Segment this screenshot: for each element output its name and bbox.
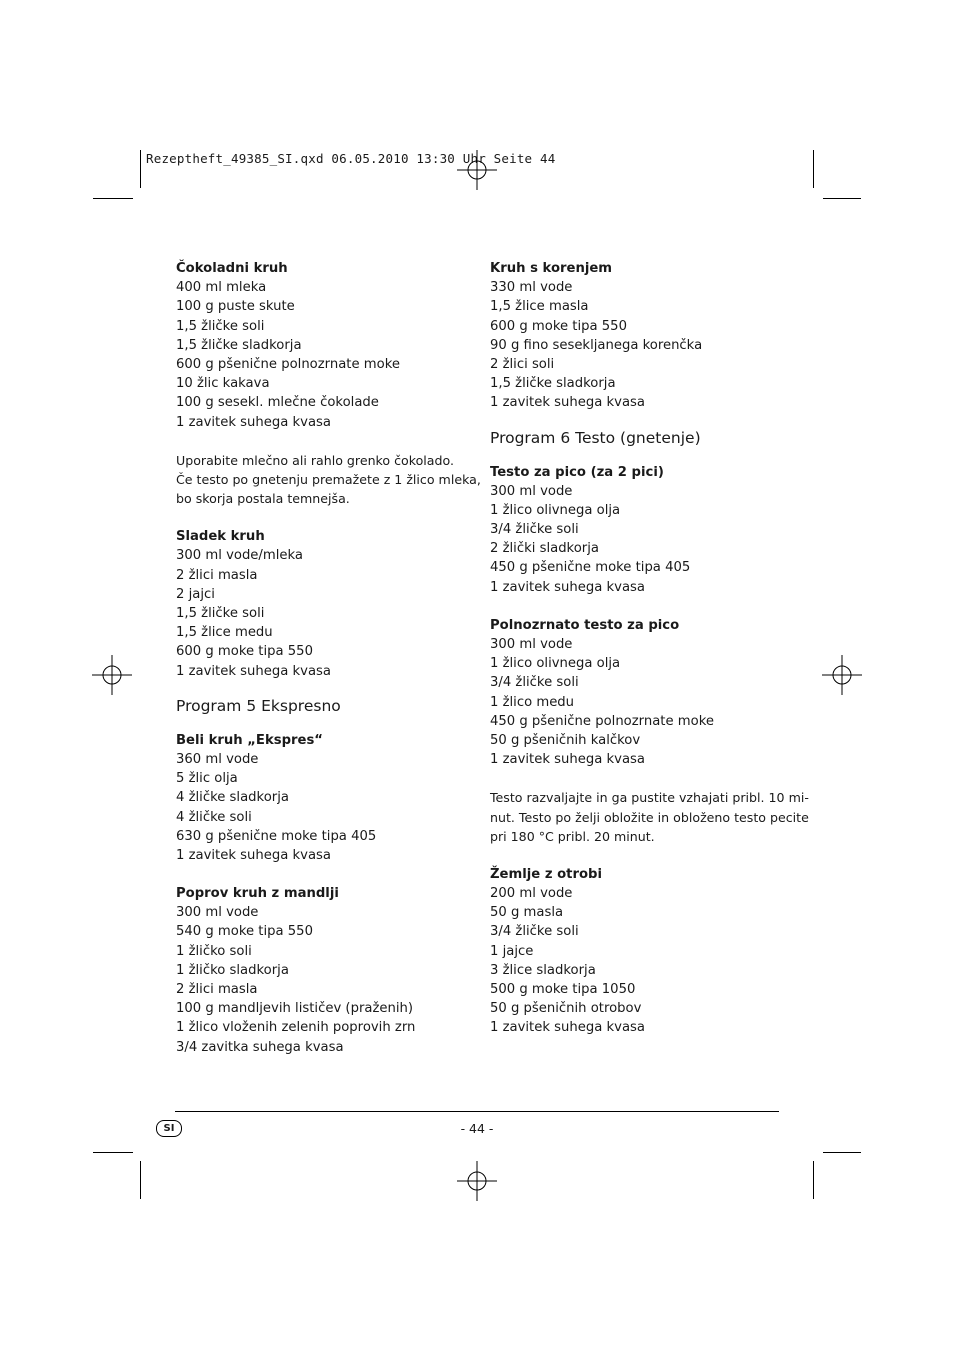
ingredient: 400 ml mleka <box>176 280 267 296</box>
ingredient: 50 g masla <box>490 905 564 921</box>
ingredient: 1 zavitek suhega kvasa <box>490 752 645 768</box>
note-line: Testo razvaljajte in ga pustite vzhajati pribl. 10 mi- <box>490 790 809 806</box>
ingredient: 3/4 zavitka suhega kvasa <box>176 1039 344 1055</box>
ingredient: 2 žlički sladkorja <box>490 541 599 557</box>
ingredient: 1,5 žličke sladkorja <box>176 337 302 353</box>
left-column <box>176 259 481 1057</box>
ingredient: 50 g pšeničnih otrobov <box>490 1001 642 1017</box>
crop-mark <box>823 1152 861 1153</box>
recipe-kruh-s-korenjem <box>490 259 790 413</box>
ingredient: 1 žlico olivnega olja <box>490 656 621 672</box>
ingredient: 300 ml vode <box>490 483 573 499</box>
ingredient: 90 g fino sesekljanega korenčka <box>490 337 703 353</box>
recipe-title: Kruh s korenjem <box>490 261 613 276</box>
ingredient: 1,5 žličke soli <box>176 318 265 334</box>
ingredient: 1 zavitek suhega kvasa <box>490 1020 645 1036</box>
registration-mark-icon <box>92 655 132 695</box>
registration-mark-icon <box>457 150 497 190</box>
ingredient: 3/4 žličke soli <box>490 675 579 691</box>
ingredient: 1 žličko soli <box>176 943 252 959</box>
note-line: Če testo po gnetenju premažete z 1 žlico mleka, <box>176 471 481 487</box>
note-line: bo skorja postala temnejša. <box>176 491 350 507</box>
ingredient: 1 žlico vloženih zelenih poprovih zrn <box>176 1020 416 1036</box>
recipe-poprov-kruh <box>176 884 466 1057</box>
recipe-title: Poprov kruh z mandlji <box>176 886 339 902</box>
crop-mark <box>813 150 814 188</box>
ingredient: 600 g moke tipa 550 <box>176 644 313 660</box>
ingredient: 1,5 žličke soli <box>176 606 265 621</box>
ingredient: 100 g mandljevih lističev (praženih) <box>176 1001 414 1017</box>
ingredient: 330 ml vode <box>490 280 573 296</box>
ingredient: 1 zavitek suhega kvasa <box>176 663 331 679</box>
ingredient: 3/4 žličke soli <box>490 924 579 940</box>
section-heading: Program 6 Testo (gnetenje) <box>490 428 701 447</box>
recipe-note <box>176 451 481 509</box>
ingredient: 1 zavitek suhega kvasa <box>490 395 645 411</box>
ingredient: 1,5 žličke sladkorja <box>490 376 616 392</box>
note-line: Uporabite mlečno ali rahlo grenko čokolado. <box>176 452 454 468</box>
ingredient: 300 ml vode <box>490 637 573 652</box>
ingredient: 1 žlico olivnega olja <box>490 502 621 518</box>
ingredient: 600 g pšenične polnozrnate moke <box>176 356 400 372</box>
ingredient: 540 g moke tipa 550 <box>176 924 313 940</box>
recipe-title: Polnozrnato testo za pico <box>490 617 680 633</box>
recipe-sladek-kruh <box>176 527 466 681</box>
ingredient: 200 ml vode <box>490 886 573 902</box>
ingredient: 1,5 žlice masla <box>490 299 589 315</box>
note-line: nut. Testo po želji obložite in obloženo testo pecite <box>490 809 809 825</box>
ingredient: 2 žlici soli <box>490 356 555 372</box>
ingredient: 10 žlic kakava <box>176 376 270 392</box>
ingredient: 1 žlico medu <box>490 694 575 710</box>
section-heading: Program 5 Ekspresno <box>176 696 341 715</box>
recipe-cokoladni-kruh <box>176 259 481 508</box>
ingredient: 4 žličke soli <box>176 809 252 825</box>
ingredient: 1 jajce <box>490 943 534 959</box>
print-slug: Rezeptheft_49385_SI.qxd 06.05.2010 13:30 Uhr Seite 44 <box>146 151 556 166</box>
ingredient: 600 g moke tipa 550 <box>490 318 627 334</box>
crop-mark <box>140 1161 141 1199</box>
ingredient: 630 g pšenične moke tipa 405 <box>176 828 377 844</box>
registration-mark-icon <box>457 1161 497 1201</box>
registration-mark-icon <box>822 655 862 695</box>
recipe-title: Sladek kruh <box>176 529 265 545</box>
ingredient: 3/4 žličke soli <box>490 522 579 538</box>
recipe-title: Testo za pico (za 2 pici) <box>490 464 664 480</box>
footer-rule <box>175 1111 779 1112</box>
ingredient: 1 zavitek suhega kvasa <box>490 579 645 595</box>
recipe-note <box>490 788 809 846</box>
ingredient: 3 žlice sladkorja <box>490 962 596 978</box>
ingredient: 2 jajci <box>176 586 215 602</box>
note-line: pri 180 °C pribl. 20 minut. <box>490 828 655 844</box>
recipe-title: Žemlje z otrobi <box>490 866 602 882</box>
language-badge: SI <box>156 1120 182 1137</box>
page-number: - 44 - <box>460 1121 494 1136</box>
crop-mark <box>823 198 861 199</box>
recipe-title: Beli kruh „Ekspres“ <box>176 732 323 748</box>
ingredient: 50 g pšeničnih kalčkov <box>490 732 641 748</box>
ingredient: 2 žlici masla <box>176 982 258 997</box>
ingredient: 500 g moke tipa 1050 <box>490 982 636 997</box>
crop-mark <box>140 150 141 188</box>
ingredient: 1 žličko sladkorja <box>176 962 289 978</box>
recipe-title: Čokoladni kruh <box>176 261 288 276</box>
recipe-testo-za-pico <box>490 463 790 597</box>
ingredient: 2 žlici masla <box>176 567 258 583</box>
right-column <box>490 259 809 1038</box>
ingredient: 300 ml vode <box>176 905 259 921</box>
ingredient: 1 zavitek suhega kvasa <box>176 414 331 430</box>
ingredient: 100 g sesekl. mlečne čokolade <box>176 395 379 411</box>
ingredient: 450 g pšenične polnozrnate moke <box>490 713 714 729</box>
recipe-zemlje-z-otrobi <box>490 865 790 1038</box>
crop-mark <box>93 1152 133 1153</box>
recipe-polnozrnato-testo <box>490 616 809 846</box>
ingredient: 100 g puste skute <box>176 299 295 315</box>
ingredient: 1 zavitek suhega kvasa <box>176 847 331 863</box>
ingredient: 4 žličke sladkorja <box>176 790 289 806</box>
ingredient: 5 žlic olja <box>176 771 238 787</box>
ingredient: 360 ml vode <box>176 751 259 767</box>
crop-mark <box>813 1161 814 1199</box>
ingredient: 1,5 žlice medu <box>176 625 273 641</box>
crop-mark <box>93 198 133 199</box>
ingredient: 300 ml vode/mleka <box>176 548 303 564</box>
ingredient: 450 g pšenične moke tipa 405 <box>490 560 691 576</box>
recipe-beli-kruh-ekspres <box>176 731 466 865</box>
